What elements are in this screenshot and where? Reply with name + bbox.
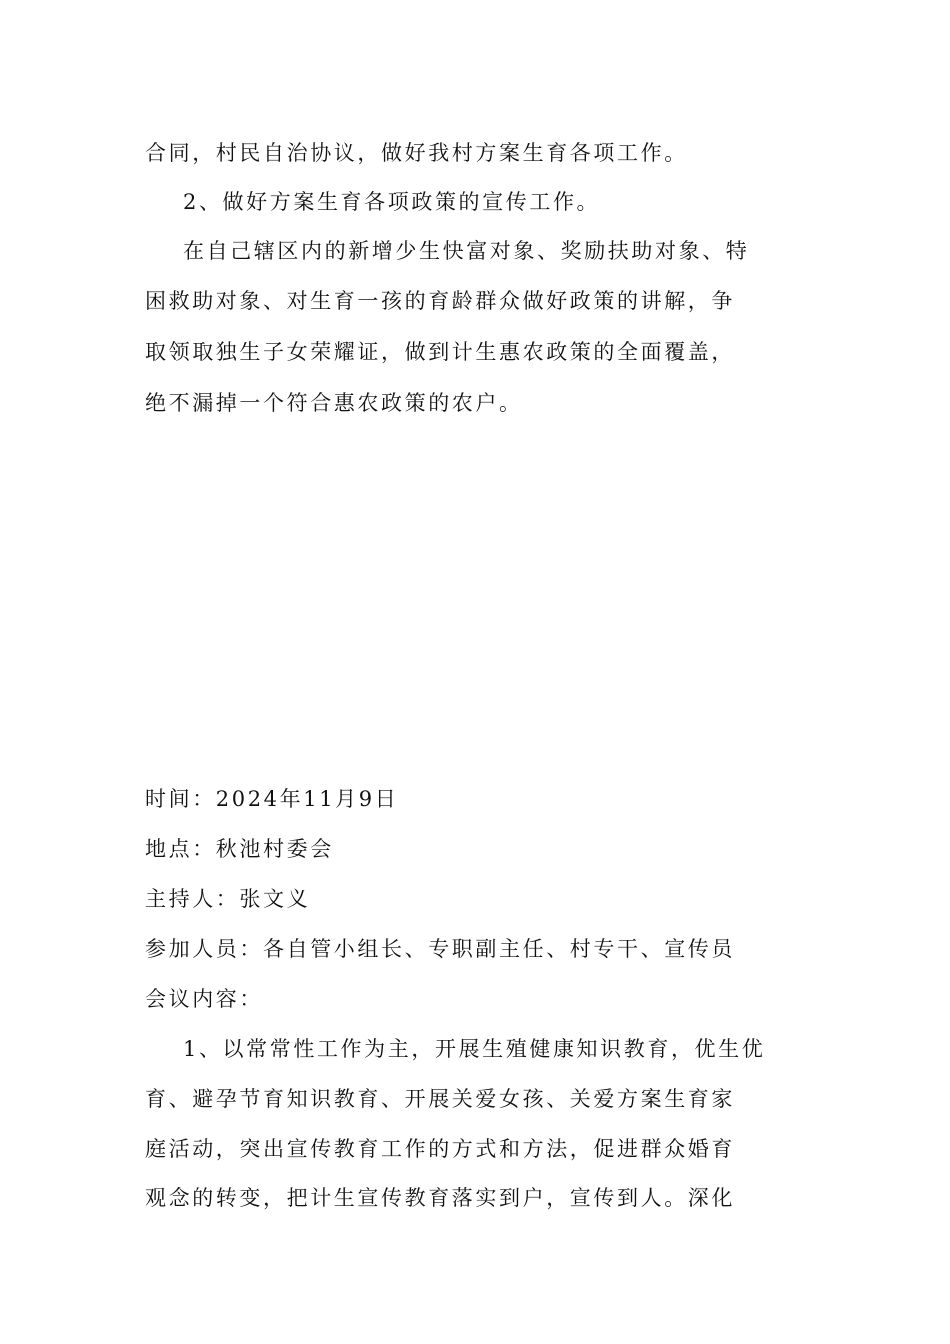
paragraph-line: 庭活动，突出宣传教育工作的方式和方法，促进群众婚育 bbox=[145, 1137, 735, 1161]
meeting-time: 时间：2024年11月9日 bbox=[145, 787, 399, 811]
meeting-content-heading: 会议内容： bbox=[145, 987, 263, 1011]
paragraph-line: 观念的转变，把计生宣传教育落实到户，宣传到人。深化 bbox=[145, 1186, 735, 1210]
paragraph-line: 育、避孕节育知识教育、开展关爱女孩、关爱方案生育家 bbox=[145, 1087, 735, 1111]
item-heading: 2、做好方案生育各项政策的宣传工作。 bbox=[183, 190, 601, 214]
paragraph-line: 合同，村民自治协议，做好我村方案生育各项工作。 bbox=[145, 141, 688, 165]
paragraph-line: 困救助对象、对生育一孩的育龄群众做好政策的讲解，争 bbox=[145, 289, 735, 313]
meeting-host: 主持人：张文义 bbox=[145, 887, 311, 911]
meeting-participants: 参加人员：各自管小组长、专职副主任、村专干、宣传员 bbox=[145, 937, 735, 961]
meeting-location: 地点：秋池村委会 bbox=[145, 837, 334, 861]
paragraph-line: 绝不漏掉一个符合惠农政策的农户。 bbox=[145, 391, 523, 415]
paragraph-line: 取领取独生子女荣耀证，做到计生惠农政策的全面覆盖， bbox=[145, 340, 735, 364]
paragraph-line: 1、以常常性工作为主，开展生殖健康知识教育，优生优 bbox=[183, 1037, 766, 1061]
paragraph-line: 在自己辖区内的新增少生快富对象、奖励扶助对象、特 bbox=[183, 239, 750, 263]
